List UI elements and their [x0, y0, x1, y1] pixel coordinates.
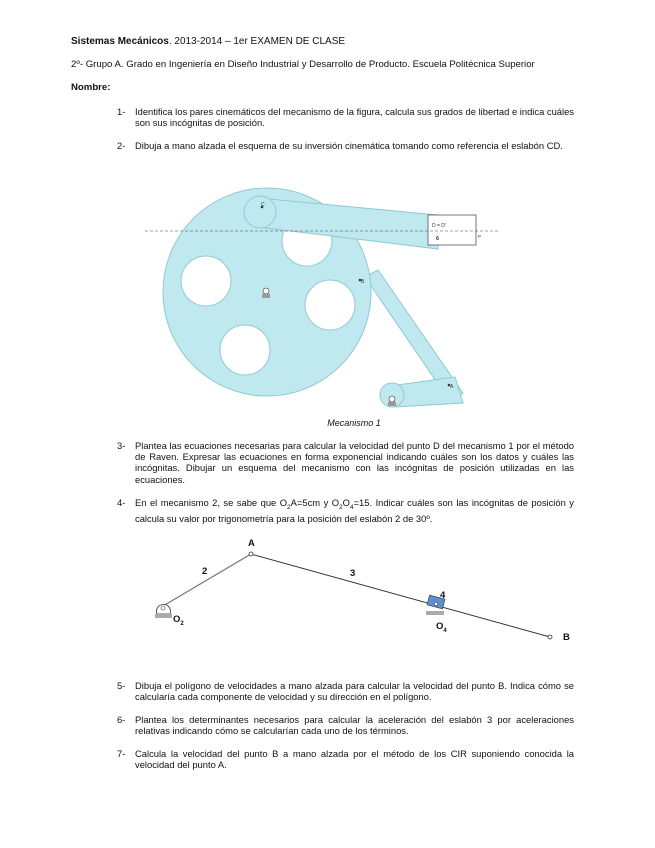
question-text: Identifica los pares cinemáticos del mecanismo de la figura, calcula sus grados de libertad e indica cuáles son sus incógnitas de posición.	[135, 106, 574, 129]
label-o2: $O_2$	[173, 614, 184, 627]
label-link-3: 3	[350, 568, 356, 579]
question-4	[117, 497, 574, 524]
question-text: Dibuja a mano alzada el esquema de su inversión cinemática tomando como referencia el eslabón CD.	[135, 140, 563, 151]
label-c: C	[261, 202, 265, 208]
point-b	[548, 635, 552, 639]
question-5	[117, 680, 574, 702]
link-3	[251, 554, 550, 637]
label-a2: A	[248, 538, 255, 549]
wheel-hole	[181, 256, 231, 306]
joint-a	[249, 552, 253, 556]
question-text: Dibuja el polígono de velocidades a mano alzada para calcular la velocidad del punto B. Indica cómo se calcularía cada componente de velocidad y su dirección en el polígono.	[135, 680, 574, 703]
question-number: 4-	[117, 497, 126, 508]
label-d: D = D'	[432, 223, 446, 229]
question-number: 3-	[117, 440, 126, 451]
question-6	[117, 714, 574, 736]
question-text: Plantea los determinantes necesarios para calcular la aceleración del eslabón 3 por aceleraciones relativas indicando cómo se calcularían cada uno de los términos.	[135, 714, 574, 737]
name-label: Nombre:	[71, 82, 111, 93]
figure-1-caption: Mecanismo 1	[327, 418, 381, 428]
mechanism-1-drawing	[145, 188, 498, 407]
link-2	[163, 554, 251, 606]
label-6: 6	[436, 236, 440, 242]
exam-subtitle: . 2013-2014 – 1er EXAMEN DE CLASE	[168, 36, 346, 47]
question-number: 6-	[117, 714, 126, 725]
group-line: 2º- Grupo A. Grado en Ingeniería en Diseño Industrial y Desarrollo de Producto. Escuela Politécnica Superior	[71, 59, 535, 70]
question-3	[117, 440, 574, 485]
question-number: 1-	[117, 106, 126, 117]
question-text: En el mecanismo 2, se sabe que $O_2A=5cm$ y $O_2O_4=15$. Indicar cuáles son las incógnitas de posición y calcula su valor por trigonometría para la posición del eslabón 2 de 30º.	[135, 497, 574, 525]
mechanism-2-figure	[0, 530, 655, 650]
wheel-hole	[305, 280, 355, 330]
course-name: Sistemas Mecánicos	[71, 36, 169, 47]
label-o4: $O_4$	[436, 621, 447, 634]
label-link-4: 4	[440, 590, 446, 601]
ground-o2	[155, 604, 172, 618]
label-p: P	[478, 234, 482, 239]
label-b: B	[361, 279, 365, 285]
label-a: A	[450, 384, 454, 390]
question-text: Calcula la velocidad del punto B a mano alzada por el método de los CIR suponiendo conocida la velocidad del punto A.	[135, 748, 574, 771]
pivot-c-disc	[244, 196, 276, 228]
question-text: Plantea las ecuaciones necesarias para calcular la velocidad del punto D del mecanismo 1 por el método de Raven. Expresar las ecuaciones en forma exponencial indicando cuáles son los datos y cuáles las incógnitas. Dibujar un esquema del mecanismo con las incógnitas de posición utilizadas en las ecuaciones.	[135, 440, 574, 485]
question-number: 7-	[117, 748, 126, 759]
label-b2: B	[563, 632, 570, 643]
question-7	[117, 748, 574, 770]
question-number: 2-	[117, 140, 126, 151]
wheel-hole	[220, 325, 270, 375]
question-number: 5-	[117, 680, 126, 691]
label-link-2: 2	[202, 566, 208, 577]
